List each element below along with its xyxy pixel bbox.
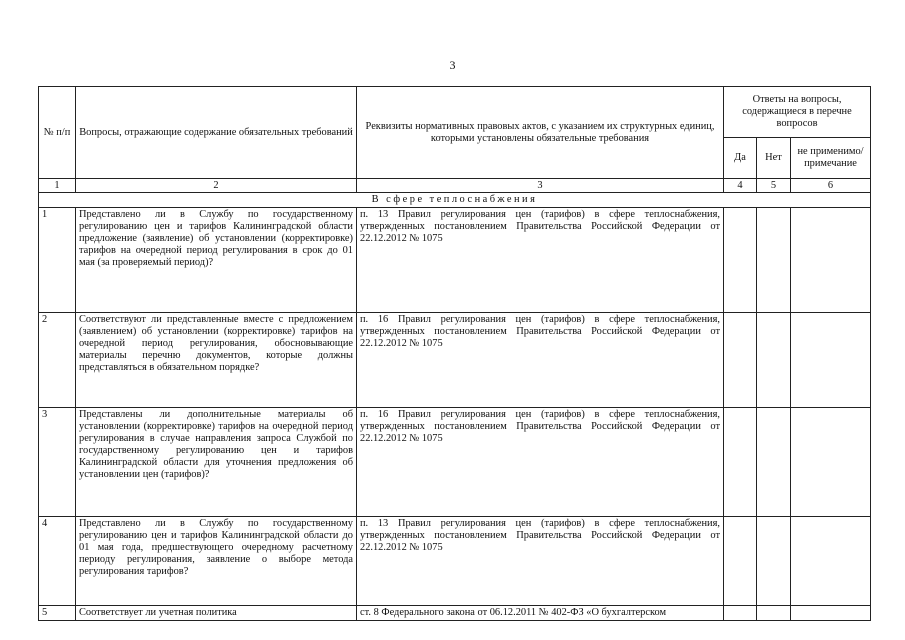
table-row [39,517,871,606]
answer-no-cell[interactable] [757,313,791,408]
column-number: 3 [357,179,724,193]
answer-na-cell[interactable] [791,313,871,408]
answer-no-cell[interactable] [757,408,791,517]
row-number: 4 [39,517,76,606]
header-num: № п/п [39,87,76,179]
row-requisites: п. 16 Правил регулирования цен (тарифов) в сфере теплоснабжения, утвержденных постановлением Правительства Российской Федерации от 22.12.2012 № 1075 [357,408,724,517]
answer-na-cell[interactable] [791,408,871,517]
row-number: 1 [39,208,76,313]
column-number: 2 [76,179,357,193]
answer-na-cell[interactable] [791,517,871,606]
header-answers: Ответы на вопросы, содержащиеся в перечне вопросов [724,87,871,138]
row-requisites: ст. 8 Федерального закона от 06.12.2011 № 402-ФЗ «О бухгалтерском [357,606,724,621]
row-question: Соответствует ли учетная политика [76,606,357,621]
answer-no-cell[interactable] [757,606,791,621]
row-question: Представлены ли дополнительные материалы об установлении (корректировке) тарифов на очередной период регулирования в случае направления запроса Службой по государственному регулированию цен и тарифов Калининградской области для уточнения предложения об установлении цен (тарифов)? [76,408,357,517]
row-number: 3 [39,408,76,517]
header-yes: Да [724,138,757,179]
column-number: 6 [791,179,871,193]
column-number: 4 [724,179,757,193]
header-no: Нет [757,138,791,179]
answer-yes-cell[interactable] [724,408,757,517]
header-na: не применимо/ примечание [791,138,871,179]
answer-no-cell[interactable] [757,208,791,313]
table-row [39,313,871,408]
row-number: 5 [39,606,76,621]
table-row [39,408,871,517]
header-questions: Вопросы, отражающие содержание обязательных требований [76,87,357,179]
answer-na-cell[interactable] [791,208,871,313]
row-question: Представлено ли в Службу по государственному регулированию цен и тарифов Калининградской области предложение (заявление) об установлении (корректировке) тарифов на очередной период регулирования в срок до 01 мая (за проверяемый период)? [76,208,357,313]
requirements-table [38,86,871,621]
answer-yes-cell[interactable] [724,517,757,606]
page-number: 3 [449,58,456,72]
answer-yes-cell[interactable] [724,313,757,408]
column-number-row [39,179,871,193]
answer-na-cell[interactable] [791,606,871,621]
row-requisites: п. 16 Правил регулирования цен (тарифов) в сфере теплоснабжения, утвержденных постановлением Правительства Российской Федерации от 22.12.2012 № 1075 [357,313,724,408]
header-row [39,87,871,138]
table-row [39,606,871,621]
answer-no-cell[interactable] [757,517,791,606]
column-number: 5 [757,179,791,193]
answer-yes-cell[interactable] [724,208,757,313]
row-question: Представлено ли в Службу по государственному регулированию цен и тарифов Калининградской области до 01 мая года, предшествующего очередному расчетному периоду регулирования, заявление о выборе метода регулирования тарифов? [76,517,357,606]
table-row [39,208,871,313]
column-number: 1 [39,179,76,193]
row-question: Соответствуют ли представленные вместе с предложением (заявлением) об установлении (корректировке) тарифов на очередной период регулирования, обосновывающие материалы перечню документов, которые должны представляться в обязательном порядке? [76,313,357,408]
section-row [39,193,871,208]
section-title: В сфере теплоснабжения [39,193,871,208]
row-requisites: п. 13 Правил регулирования цен (тарифов) в сфере теплоснабжения, утвержденных постановлением Правительства Российской Федерации от 22.12.2012 № 1075 [357,517,724,606]
row-requisites: п. 13 Правил регулирования цен (тарифов) в сфере теплоснабжения, утвержденных постановлением Правительства Российской Федерации от 22.12.2012 № 1075 [357,208,724,313]
header-requisites: Реквизиты нормативных правовых актов, с указанием их структурных единиц, которыми установлены обязательные требования [357,87,724,179]
answer-yes-cell[interactable] [724,606,757,621]
row-number: 2 [39,313,76,408]
